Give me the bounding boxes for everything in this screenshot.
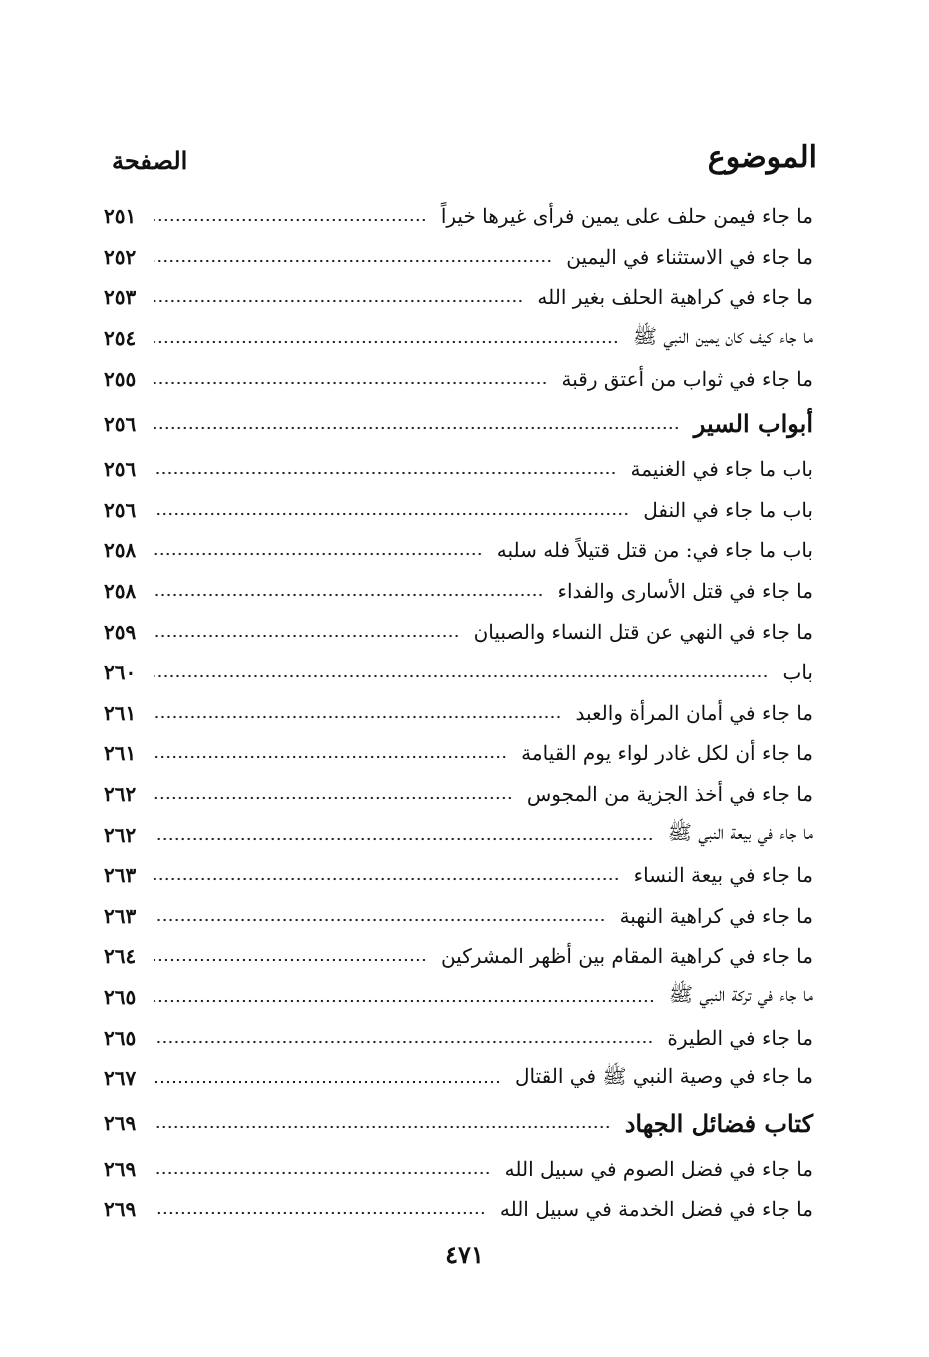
dot-leader <box>154 259 552 263</box>
toc-entry-page: ٢٦٣ <box>104 863 137 888</box>
dot-leader <box>154 715 561 719</box>
toc-entry-page: ٢٥٢ <box>104 244 137 269</box>
dot-leader <box>154 471 617 475</box>
toc-entry-title: ما جاء في فضل الصوم في سبيل الله <box>504 1156 813 1181</box>
toc-entry-title: ما جاء في أمان المرأة والعبد <box>575 700 813 725</box>
toc-entry-title: ما جاء في أخذ الجزية من المجوس <box>526 782 813 807</box>
toc-section-heading <box>104 1098 813 1148</box>
dot-leader <box>154 918 606 922</box>
toc-entry <box>104 237 813 278</box>
dot-leader <box>154 218 427 222</box>
toc-entry-page: ٢٦٢ <box>104 782 137 807</box>
toc-entry-title: ما جاء في بيعة النبي ﷺ <box>667 820 813 845</box>
dot-leader <box>154 1125 611 1129</box>
toc-entry-page: ٢٥٦ <box>104 457 137 482</box>
toc-entry <box>104 530 813 571</box>
page-column-heading: الصفحة <box>112 146 188 175</box>
dot-leader <box>154 1080 501 1084</box>
toc-entry-page: ٢٥٦ <box>104 411 137 436</box>
dot-leader <box>154 755 507 759</box>
toc-entry-title: ما جاء في ثواب من أعتق رقبة <box>561 366 813 391</box>
topic-column-heading: الموضوع <box>707 140 817 175</box>
dot-leader <box>154 1040 653 1044</box>
toc-entry-title: باب ما جاء في النفل <box>643 497 813 522</box>
toc-entry-title: ما جاء في قتل الأسارى والفداء <box>557 579 813 604</box>
toc-entry-page: ٢٥٦ <box>104 497 137 522</box>
toc-entry <box>104 936 813 977</box>
toc-entry <box>104 733 813 774</box>
toc-header <box>108 140 817 180</box>
toc-entry-title: ما جاء كيف كان يمين النبي ﷺ <box>632 323 813 348</box>
toc-entry <box>104 774 813 815</box>
toc-entry-page: ٢٦١ <box>104 741 137 766</box>
toc-entry <box>104 1017 813 1058</box>
dot-leader <box>154 299 523 303</box>
dot-leader <box>154 593 544 597</box>
toc-entry-title: ما جاء في وصية النبي ﷺ في القتال <box>514 1063 813 1088</box>
toc-entry <box>104 1148 813 1189</box>
toc-entry-page: ٢٦٣ <box>104 903 137 928</box>
toc-entry-title: ما جاء فيمن حلف على يمين فرأى غيرها خيراً <box>440 204 813 229</box>
dot-leader <box>154 426 680 430</box>
toc-entry-title: ما جاء في كراهية النهبة <box>619 903 813 928</box>
toc-entry-page: ٢٥٨ <box>104 579 137 604</box>
toc-entry-page: ٢٥١ <box>104 204 137 229</box>
toc-entry <box>104 449 813 490</box>
toc-entry-title: ما جاء في كراهية الحلف بغير الله <box>537 285 813 310</box>
toc-entry <box>104 277 813 318</box>
toc-entry-page: ٢٦٥ <box>104 1025 137 1050</box>
page-number: ٤٧١ <box>445 1240 484 1269</box>
toc-entry-title: ما جاء في النهي عن قتل النساء والصبيان <box>473 619 813 644</box>
toc-entry-page: ٢٥٨ <box>104 538 137 563</box>
toc-entry-page: ٢٦٥ <box>104 984 137 1009</box>
dot-leader <box>154 999 655 1003</box>
toc-entry <box>104 611 813 652</box>
toc-entry-page: ٢٦١ <box>104 700 137 725</box>
dot-leader <box>154 837 654 841</box>
dot-leader <box>154 1211 486 1215</box>
toc-entry-page: ٢٥٣ <box>104 285 137 310</box>
toc-entry <box>104 693 813 734</box>
toc-entry-page: ٢٥٥ <box>104 366 137 391</box>
toc-entry-title: ما جاء في كراهية المقام بين أظهر المشركين <box>440 944 813 969</box>
toc-entry <box>104 571 813 612</box>
toc-entry-page: ٢٦٢ <box>104 822 137 847</box>
toc-entry <box>104 896 813 937</box>
dot-leader <box>154 877 620 881</box>
toc-entry-title: باب <box>782 660 813 685</box>
toc-entry-title: ما جاء في بيعة النساء <box>633 863 813 888</box>
dot-leader <box>154 634 460 638</box>
dot-leader <box>154 381 548 385</box>
dot-leader <box>154 512 629 516</box>
toc-entry-page: ٢٥٤ <box>104 326 137 351</box>
toc-section-heading <box>104 399 813 449</box>
toc-entry-page: ٢٦٤ <box>104 944 137 969</box>
toc-entry <box>104 490 813 531</box>
toc-entry-title: أبواب السير <box>693 409 813 439</box>
toc-entry <box>104 814 813 855</box>
toc-entry <box>104 1058 813 1099</box>
toc-entry <box>104 855 813 896</box>
toc-entry <box>104 652 813 693</box>
toc-entry-page: ٢٦٩ <box>104 1156 137 1181</box>
dot-leader <box>154 552 483 556</box>
toc-entry-title: باب ما جاء في: من قتل قتيلاً فله سلبه <box>496 538 813 563</box>
toc-entry <box>104 358 813 399</box>
toc-entry <box>104 318 813 359</box>
dot-leader <box>154 958 427 962</box>
table-of-contents <box>104 196 813 1230</box>
toc-entry-title: ما جاء في الطيرة <box>667 1025 813 1050</box>
toc-entry <box>104 1189 813 1230</box>
dot-leader <box>154 340 619 344</box>
toc-entry <box>104 196 813 237</box>
toc-entry-title: ما جاء في الاستثناء في اليمين <box>566 244 813 269</box>
toc-entry-title: ما جاء في تركة النبي ﷺ <box>668 982 813 1007</box>
toc-entry-page: ٢٦٧ <box>104 1066 137 1091</box>
toc-entry-page: ٢٦٩ <box>104 1197 137 1222</box>
dot-leader <box>154 1171 491 1175</box>
toc-entry-title: باب ما جاء في الغنيمة <box>630 457 813 482</box>
toc-entry-page: ٢٦٩ <box>104 1111 137 1136</box>
toc-entry-page: ٢٥٩ <box>104 619 137 644</box>
dot-leader <box>154 674 769 678</box>
dot-leader <box>154 796 513 800</box>
toc-entry-title: كتاب فضائل الجهاد <box>624 1108 813 1138</box>
toc-entry-title: ما جاء في فضل الخدمة في سبيل الله <box>499 1197 813 1222</box>
toc-entry-page: ٢٦٠ <box>104 660 137 685</box>
toc-entry-title: ما جاء أن لكل غادر لواء يوم القيامة <box>521 741 813 766</box>
toc-entry <box>104 977 813 1018</box>
